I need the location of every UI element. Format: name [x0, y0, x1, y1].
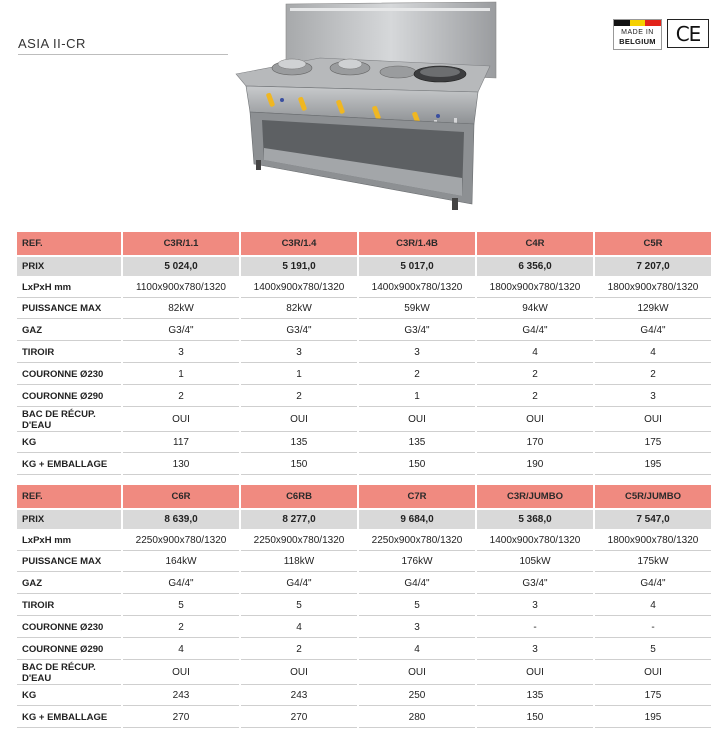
- spec-cell: 2: [595, 365, 711, 385]
- made-in-belgium-badge: [613, 19, 662, 50]
- row-label: LxPxH mm: [17, 278, 121, 298]
- spec-row-8: [17, 662, 711, 685]
- spec-cell: C5R/JUMBO: [595, 485, 711, 508]
- flag-stripe-red: [645, 20, 661, 26]
- spec-cell: OUI: [477, 409, 593, 432]
- spec-cell: G3/4": [359, 321, 475, 341]
- spec-row-9: [17, 687, 711, 707]
- spec-cell: C3R/JUMBO: [477, 485, 593, 508]
- spec-cell: -: [595, 618, 711, 638]
- spec-cell: 1800x900x780/1320: [595, 278, 711, 298]
- spec-cell: 4: [595, 343, 711, 363]
- spec-cell: C3R/1.4: [241, 232, 357, 255]
- spec-cell: 150: [241, 455, 357, 475]
- spec-cell: 3: [123, 343, 239, 363]
- spec-cell: G3/4": [123, 321, 239, 341]
- spec-cell: 1400x900x780/1320: [241, 278, 357, 298]
- spec-cell: OUI: [477, 662, 593, 685]
- row-label: COURONNE Ø290: [17, 387, 121, 407]
- spec-cell: 1: [123, 365, 239, 385]
- spec-cell: 175: [595, 687, 711, 707]
- spec-cell: 135: [241, 434, 357, 454]
- row-label: COURONNE Ø230: [17, 365, 121, 385]
- spec-cell: 8 277,0: [241, 510, 357, 529]
- spec-cell: 4: [241, 618, 357, 638]
- row-label: GAZ: [17, 574, 121, 594]
- spec-row-2: [17, 278, 711, 298]
- spec-cell: 176kW: [359, 553, 475, 573]
- spec-cell: 2: [241, 640, 357, 660]
- spec-cell: 5 017,0: [359, 257, 475, 276]
- spec-cell: 135: [477, 687, 593, 707]
- spec-cell: OUI: [595, 409, 711, 432]
- spec-cell: G3/4": [241, 321, 357, 341]
- spec-cell: G4/4": [359, 574, 475, 594]
- spec-cell: 2: [123, 387, 239, 407]
- spec-cell: 7 547,0: [595, 510, 711, 529]
- spec-table-1: [15, 230, 713, 477]
- spec-cell: 1400x900x780/1320: [359, 278, 475, 298]
- spec-cell: 82kW: [123, 300, 239, 320]
- spec-cell: 105kW: [477, 553, 593, 573]
- spec-cell: 3: [477, 640, 593, 660]
- spec-row-5: [17, 343, 711, 363]
- spec-row-2: [17, 531, 711, 551]
- spec-row-9: [17, 434, 711, 454]
- spec-cell: G4/4": [595, 321, 711, 341]
- spec-cell: OUI: [241, 662, 357, 685]
- spec-cell: 243: [123, 687, 239, 707]
- spec-cell: 270: [123, 708, 239, 728]
- row-label: BAC DE RÉCUP. D'EAU: [17, 662, 121, 685]
- spec-cell: C6R: [123, 485, 239, 508]
- row-label: KG: [17, 434, 121, 454]
- spec-cell: C3R/1.1: [123, 232, 239, 255]
- spec-cell: 9 684,0: [359, 510, 475, 529]
- spec-cell: 3: [359, 343, 475, 363]
- spec-cell: 3: [241, 343, 357, 363]
- spec-cell: G3/4": [477, 574, 593, 594]
- spec-cell: 8 639,0: [123, 510, 239, 529]
- spec-row-7: [17, 640, 711, 660]
- spec-cell: 280: [359, 708, 475, 728]
- spec-cell: 118kW: [241, 553, 357, 573]
- belgian-flag-icon: [614, 20, 661, 26]
- spec-row-4: [17, 321, 711, 341]
- spec-cell: OUI: [241, 409, 357, 432]
- made-in-label: MADE IN: [621, 29, 654, 36]
- spec-cell: G4/4": [477, 321, 593, 341]
- spec-row-8: [17, 409, 711, 432]
- spec-table-2: [15, 483, 713, 730]
- spec-cell: 190: [477, 455, 593, 475]
- spec-cell: OUI: [595, 662, 711, 685]
- country-label: BELGIUM: [619, 37, 656, 46]
- spec-cell: 1800x900x780/1320: [595, 531, 711, 551]
- row-label: TIROIR: [17, 596, 121, 616]
- row-label: TIROIR: [17, 343, 121, 363]
- spec-cell: G4/4": [595, 574, 711, 594]
- spec-cell: 5: [595, 640, 711, 660]
- spec-row-5: [17, 596, 711, 616]
- spec-cell: -: [477, 618, 593, 638]
- row-label: PUISSANCE MAX: [17, 553, 121, 573]
- spec-cell: OUI: [123, 409, 239, 432]
- flag-stripe-black: [614, 20, 630, 26]
- row-label: REF.: [17, 232, 121, 255]
- spec-row-10: [17, 455, 711, 475]
- spec-row-10: [17, 708, 711, 728]
- spec-cell: 2: [123, 618, 239, 638]
- spec-cell: 1100x900x780/1320: [123, 278, 239, 298]
- wok-range-image: [228, 0, 500, 222]
- spec-row-6: [17, 365, 711, 385]
- spec-cell: 3: [595, 387, 711, 407]
- spec-cell: 170: [477, 434, 593, 454]
- spec-cell: 175kW: [595, 553, 711, 573]
- spec-cell: C6RB: [241, 485, 357, 508]
- spec-cell: C5R: [595, 232, 711, 255]
- spec-cell: C3R/1.4B: [359, 232, 475, 255]
- spec-cell: 117: [123, 434, 239, 454]
- spec-cell: 1800x900x780/1320: [477, 278, 593, 298]
- spec-cell: 130: [123, 455, 239, 475]
- spec-cell: 3: [359, 618, 475, 638]
- spec-cell: 150: [477, 708, 593, 728]
- spec-cell: 4: [477, 343, 593, 363]
- spec-cell: 5 024,0: [123, 257, 239, 276]
- spec-cell: 2: [477, 387, 593, 407]
- spec-cell: 1: [359, 387, 475, 407]
- spec-cell: 175: [595, 434, 711, 454]
- page-title: ASIA II-CR: [18, 36, 86, 51]
- spec-cell: 2250x900x780/1320: [359, 531, 475, 551]
- spec-cell: 195: [595, 708, 711, 728]
- spec-cell: 59kW: [359, 300, 475, 320]
- spec-cell: 4: [123, 640, 239, 660]
- row-label: LxPxH mm: [17, 531, 121, 551]
- spec-cell: C7R: [359, 485, 475, 508]
- spec-cell: 2: [359, 365, 475, 385]
- spec-cell: 2: [241, 387, 357, 407]
- spec-cell: OUI: [359, 662, 475, 685]
- ce-mark-icon: CE: [667, 19, 709, 48]
- spec-cell: 5: [359, 596, 475, 616]
- row-label: KG: [17, 687, 121, 707]
- spec-cell: 243: [241, 687, 357, 707]
- spec-cell: 195: [595, 455, 711, 475]
- spec-cell: 4: [595, 596, 711, 616]
- row-label: KG + EMBALLAGE: [17, 455, 121, 475]
- row-label: COURONNE Ø230: [17, 618, 121, 638]
- row-label: PUISSANCE MAX: [17, 300, 121, 320]
- spec-row-7: [17, 387, 711, 407]
- spec-cell: 4: [359, 640, 475, 660]
- spec-cell: 2250x900x780/1320: [241, 531, 357, 551]
- spec-cell: 5 191,0: [241, 257, 357, 276]
- spec-row-3: [17, 300, 711, 320]
- spec-cell: OUI: [359, 409, 475, 432]
- title-divider: [18, 54, 228, 55]
- spec-cell: 270: [241, 708, 357, 728]
- row-label: REF.: [17, 485, 121, 508]
- row-label: COURONNE Ø290: [17, 640, 121, 660]
- spec-cell: 135: [359, 434, 475, 454]
- spec-cell: C4R: [477, 232, 593, 255]
- row-label: PRIX: [17, 257, 121, 276]
- spec-cell: G4/4": [241, 574, 357, 594]
- spec-cell: 1: [241, 365, 357, 385]
- spec-cell: 250: [359, 687, 475, 707]
- spec-cell: 5: [241, 596, 357, 616]
- row-label: PRIX: [17, 510, 121, 529]
- spec-cell: 3: [477, 596, 593, 616]
- spec-cell: 5 368,0: [477, 510, 593, 529]
- spec-row-6: [17, 618, 711, 638]
- spec-cell: 7 207,0: [595, 257, 711, 276]
- spec-cell: 94kW: [477, 300, 593, 320]
- spec-cell: 129kW: [595, 300, 711, 320]
- spec-cell: 150: [359, 455, 475, 475]
- row-label: BAC DE RÉCUP. D'EAU: [17, 409, 121, 432]
- flag-stripe-yellow: [630, 20, 646, 26]
- spec-row-4: [17, 574, 711, 594]
- spec-cell: 2: [477, 365, 593, 385]
- row-label: KG + EMBALLAGE: [17, 708, 121, 728]
- spec-row-1: [17, 257, 711, 276]
- row-label: GAZ: [17, 321, 121, 341]
- spec-cell: 82kW: [241, 300, 357, 320]
- spec-cell: 1400x900x780/1320: [477, 531, 593, 551]
- spec-cell: 164kW: [123, 553, 239, 573]
- spec-row-3: [17, 553, 711, 573]
- spec-cell: 6 356,0: [477, 257, 593, 276]
- spec-row-0: [17, 232, 711, 255]
- spec-cell: 5: [123, 596, 239, 616]
- spec-row-1: [17, 510, 711, 529]
- spec-cell: 2250x900x780/1320: [123, 531, 239, 551]
- spec-cell: OUI: [123, 662, 239, 685]
- spec-row-0: [17, 485, 711, 508]
- spec-cell: G4/4": [123, 574, 239, 594]
